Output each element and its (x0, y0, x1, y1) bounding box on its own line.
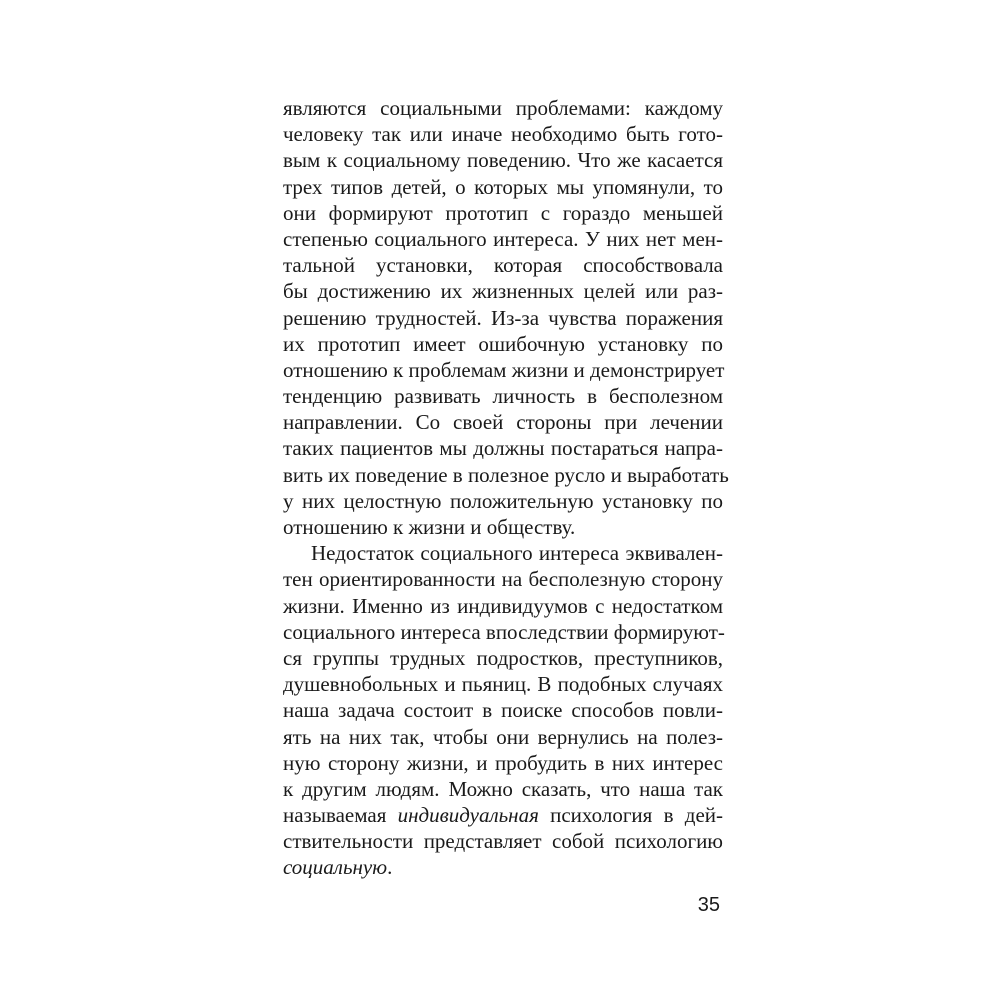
text-line: тальной установки, которая способствовала (283, 253, 723, 278)
text-line: ную сторону жизни, и пробудить в них интерес (283, 750, 723, 775)
text-line: тен ориентированности на бесполезную сторону (283, 567, 723, 592)
text-line: у них целостную положительную установку по (283, 488, 723, 513)
text-line: отношению к жизни и обществу. (283, 515, 576, 539)
text-line-final (283, 854, 723, 880)
text-line-with-italic (283, 802, 723, 828)
text-line: наша задача состоит в поиске способов повли- (283, 698, 723, 723)
text-run: называемая (283, 803, 398, 828)
italic-term: индивидуальная (397, 803, 539, 828)
text-run: . (387, 855, 393, 880)
text-line: человеку так или иначе необходимо быть гото- (283, 122, 723, 147)
text-line: вить их поведение в полезное русло и выработать (283, 462, 729, 487)
body-text (283, 95, 729, 881)
text-line: тенденцию развивать личность в бесполезном (283, 384, 723, 409)
text-line: степенью социального интереса. У них нет мен- (283, 226, 723, 251)
text-line: Недостаток социального интереса эквивален- (311, 541, 723, 566)
text-line: ствительности представляет собой психологию (283, 829, 723, 854)
text-line: трех типов детей, о которых мы упомянули, то (283, 174, 723, 199)
text-line: социального интереса впоследствии формируют- (283, 619, 725, 644)
paragraph-2 (283, 540, 723, 880)
text-line: решению трудностей. Из-за чувства поражения (283, 305, 723, 330)
text-line: душевнобольных и пьяниц. В подобных случаях (283, 672, 723, 697)
page-number: 35 (697, 894, 720, 916)
text-line: являются социальными проблемами: каждому (283, 96, 723, 120)
text-line: к другим людям. Можно сказать, что наша так (283, 776, 723, 801)
text-line: отношению к проблемам жизни и демонстрирует (283, 357, 725, 382)
text-line: они формируют прототип с гораздо меньшей (283, 200, 723, 225)
text-line: их прототип имеет ошибочную установку по (283, 331, 723, 356)
text-line: таких пациентов мы должны постараться напра- (283, 436, 723, 461)
text-run: психология в дей- (538, 803, 723, 828)
text-line: вым к социальному поведению. Что же касается (283, 148, 723, 173)
italic-term: социальную (283, 855, 388, 880)
text-line: ять на них так, чтобы они вернулись на полез- (283, 724, 723, 749)
text-line: направлении. Со своей стороны при лечении (283, 410, 723, 435)
text-line: бы достижению их жизненных целей или раз- (283, 279, 723, 304)
text-line: ся группы трудных подростков, преступников, (283, 645, 723, 670)
paragraph-1 (283, 95, 729, 540)
text-line: жизни. Именно из индивидуумов с недостатком (283, 593, 723, 618)
